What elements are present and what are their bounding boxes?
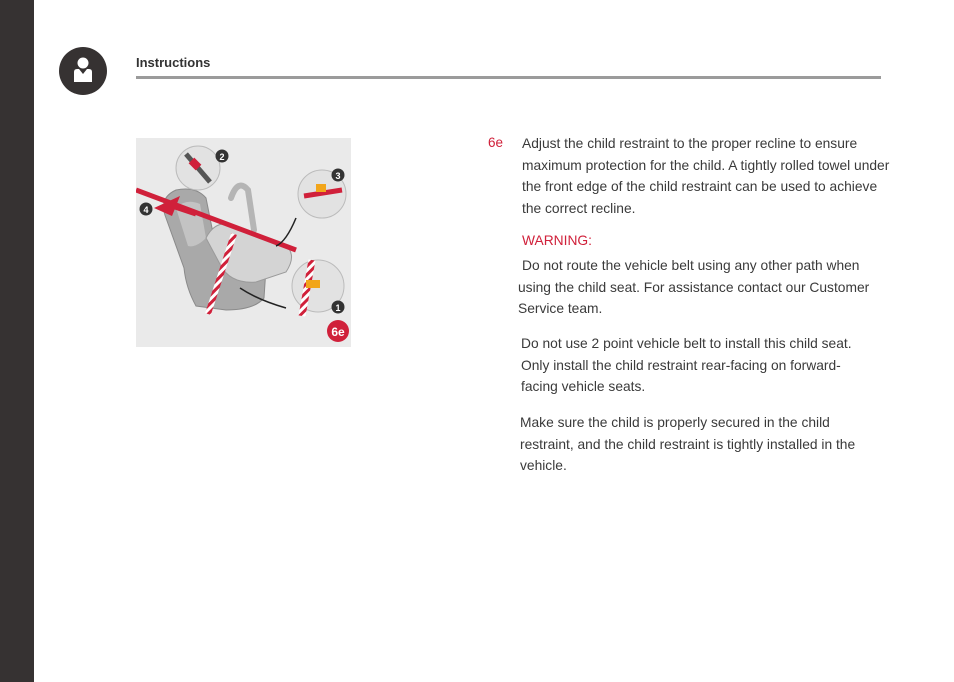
page-title: Instructions bbox=[136, 55, 211, 70]
warning-paragraph-2: Do not use 2 point vehicle belt to install this child seat. Only install the child restraint rear-facing on forward-facing vehicle seats. bbox=[521, 336, 852, 395]
person-icon bbox=[59, 47, 107, 95]
warning-paragraph-3: Make sure the child is properly secured in the child restraint, and the child restraint is tightly installed in the vehicle. bbox=[520, 415, 856, 474]
svg-text:2: 2 bbox=[219, 152, 225, 162]
step-text: Adjust the child restraint to the proper recline to ensure maximum protection for the child. A tightly rolled towel under the front edge of the child restraint can be used to achieve the correct recline. bbox=[522, 136, 890, 217]
callout-1 bbox=[332, 301, 345, 314]
installation-illustration bbox=[136, 138, 351, 347]
svg-text:3: 3 bbox=[335, 171, 341, 181]
callout-3 bbox=[332, 169, 345, 182]
step-number: 6e bbox=[488, 135, 504, 150]
svg-text:4: 4 bbox=[143, 205, 149, 215]
warning-heading: WARNING: bbox=[522, 233, 593, 248]
svg-text:6e: 6e bbox=[331, 325, 345, 339]
side-bar bbox=[0, 0, 34, 682]
warning-paragraph-1: Do not route the vehicle belt using any other path when using the child seat. For assistance contact our Customer Service team. bbox=[518, 258, 870, 317]
figure-tag bbox=[327, 320, 349, 342]
svg-text:1: 1 bbox=[335, 303, 341, 313]
callout-2 bbox=[216, 150, 229, 163]
header-divider bbox=[136, 76, 881, 79]
callout-4 bbox=[140, 203, 153, 216]
